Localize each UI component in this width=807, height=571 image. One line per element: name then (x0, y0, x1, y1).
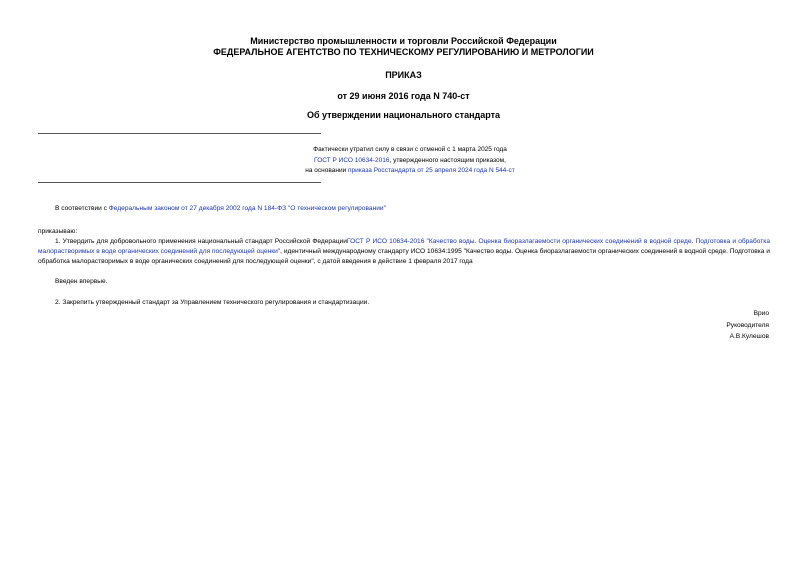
signature-line-2: Руководителя (726, 321, 769, 329)
date-number: от 29 июня 2016 года N 740-ст (337, 91, 470, 101)
preamble-prefix: В соответствии с (55, 205, 109, 212)
agency-heading: ФЕДЕРАЛЬНОЕ АГЕНТСТВО ПО ТЕХНИЧЕСКОМУ РЕГУЛИРОВАНИЮ И МЕТРОЛОГИИ (213, 47, 594, 57)
preamble (55, 204, 386, 214)
document-type: ПРИКАЗ (385, 70, 422, 80)
gost-standard-link[interactable]: ГОСТ Р ИСО 10634-2016 "Качество воды. Оценка биоразлагаемости органических соединений в водной среде. Подготовка и обработка малорастворимых в воде органических соединений для последующей оценки" (38, 238, 770, 256)
federal-law-link[interactable]: Федеральным законом от 27 декабря 2002 года N 184-ФЗ "О техническом регулировании" (108, 205, 386, 212)
divider-top (38, 133, 321, 134)
item-1-prefix: 1. Утвердить для добровольного применения национальный стандарт Российской Федерации (55, 238, 347, 245)
signature-line-1: Врио (753, 310, 769, 317)
signature-block (726, 308, 769, 343)
notice-line-1: Фактически утратил силу в связи с отменой с 1 марта 2025 года (313, 146, 507, 153)
item-2: 2. Закрепить утвержденный стандарт за Управлением технического регулирования и стандартизации. (55, 299, 370, 306)
document-subject: Об утверждении национального стандарта (306, 110, 501, 120)
notice-line-2-rest: , утвержденного настоящим приказом, (389, 156, 506, 164)
divider-bottom (38, 182, 321, 183)
item-1-rest: , идентичный международному стандарту ИСО 10634:1995 "Качество воды. Оценка биоразлагаемости органических соединений в водной среде. Подготовка и обработка малорастворимых в воде органических соединений для последующей оценки", с датой введения в действие 1 февраля 2017 года (38, 248, 770, 266)
ministry-heading: Министерство промышленности и торговли Российской Федерации (250, 36, 557, 46)
signature-line-3: А.В.Кулешов (729, 333, 769, 340)
validity-notice (260, 145, 560, 177)
order-word: приказываю: (38, 228, 78, 235)
rosstandart-order-link[interactable]: приказа Росстандарта от 25 апреля 2024 года N 544-ст (348, 167, 515, 174)
notice-line-2 (260, 156, 560, 167)
notice-line-3 (260, 166, 560, 177)
notice-line-3-prefix: на основании (305, 167, 349, 174)
item-1 (38, 237, 770, 268)
gost-link[interactable]: ГОСТ Р ИСО 10634-2016 (314, 156, 390, 164)
introduced-note: Введен впервые. (55, 278, 108, 285)
